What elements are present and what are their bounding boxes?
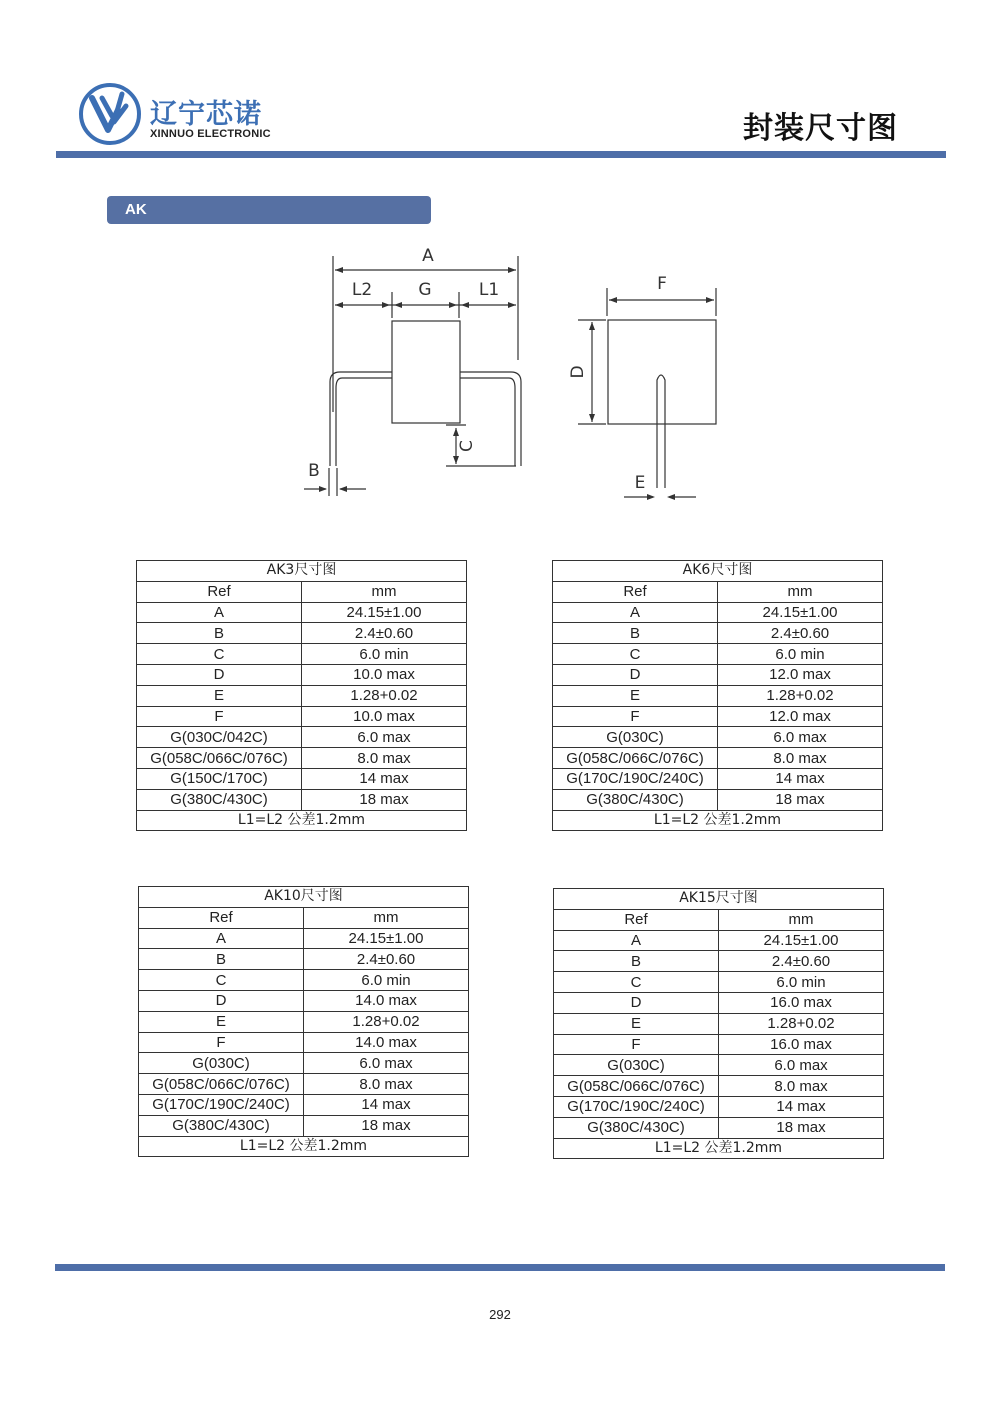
spec-table-ak10 [138, 886, 469, 1157]
table-note: L1=L2 公差1.2mm [139, 1136, 469, 1157]
value-cell: 16.0 max [719, 1034, 884, 1055]
spec-table-ak3 [136, 560, 467, 831]
table-row [139, 1032, 469, 1053]
table-row [137, 644, 467, 665]
column-header-mm: mm [719, 909, 884, 930]
ref-cell: A [553, 602, 718, 623]
column-header-mm: mm [718, 581, 883, 602]
ref-cell: G(030C) [553, 727, 718, 748]
table-row [554, 951, 884, 972]
page-title: 封装尺寸图 [743, 111, 898, 146]
table-note: L1=L2 公差1.2mm [137, 810, 467, 831]
table-row [139, 1094, 469, 1115]
table-row [137, 768, 467, 789]
table-row [139, 1115, 469, 1136]
value-cell: 1.28+0.02 [718, 685, 883, 706]
value-cell: 2.4±0.60 [718, 623, 883, 644]
table-row [137, 789, 467, 810]
value-cell: 18 max [304, 1115, 469, 1136]
ref-cell: C [137, 644, 302, 665]
table-row [137, 727, 467, 748]
value-cell: 1.28+0.02 [304, 1011, 469, 1032]
package-dimension-drawing [296, 238, 736, 510]
spec-table-ak6 [552, 560, 883, 831]
ref-cell: G(380C/430C) [139, 1115, 304, 1136]
table-note: L1=L2 公差1.2mm [553, 810, 883, 831]
value-cell: 24.15±1.00 [302, 602, 467, 623]
table-row [553, 623, 883, 644]
value-cell: 6.0 max [304, 1053, 469, 1074]
brand-name-en: XINNUO ELECTRONIC [150, 128, 271, 140]
value-cell: 14.0 max [304, 990, 469, 1011]
table-row [139, 928, 469, 949]
value-cell: 6.0 min [719, 972, 884, 993]
value-cell: 12.0 max [718, 706, 883, 727]
brand-name-cn: 辽宁芯诺 [150, 99, 262, 130]
ref-cell: C [553, 644, 718, 665]
ref-cell: D [554, 992, 719, 1013]
value-cell: 10.0 max [302, 706, 467, 727]
table-row [139, 990, 469, 1011]
ref-cell: G(170C/190C/240C) [139, 1094, 304, 1115]
table-row [137, 664, 467, 685]
table-row [137, 748, 467, 769]
value-cell: 2.4±0.60 [304, 949, 469, 970]
column-header-mm: mm [302, 581, 467, 602]
value-cell: 2.4±0.60 [302, 623, 467, 644]
table-title: AK6尺寸图 [553, 561, 883, 582]
ref-cell: F [554, 1034, 719, 1055]
dim-label-b: B [308, 461, 320, 481]
ref-cell: E [137, 685, 302, 706]
table-row [553, 644, 883, 665]
value-cell: 18 max [719, 1117, 884, 1138]
table-row [553, 706, 883, 727]
column-header-ref: Ref [554, 909, 719, 930]
ref-cell: E [139, 1011, 304, 1032]
value-cell: 10.0 max [302, 664, 467, 685]
table-row [139, 970, 469, 991]
dim-label-a: A [422, 246, 434, 266]
dim-label-l2: L2 [351, 280, 373, 300]
ref-cell: G(150C/170C) [137, 768, 302, 789]
value-cell: 2.4±0.60 [719, 951, 884, 972]
dim-label-f: F [657, 274, 667, 294]
value-cell: 8.0 max [719, 1076, 884, 1097]
table-row [554, 992, 884, 1013]
dim-label-g: G [418, 280, 432, 300]
ref-cell: G(058C/066C/076C) [137, 748, 302, 769]
ref-cell: G(170C/190C/240C) [554, 1096, 719, 1117]
ref-cell: A [139, 928, 304, 949]
table-title: AK10尺寸图 [139, 887, 469, 908]
value-cell: 12.0 max [718, 664, 883, 685]
table-row [553, 685, 883, 706]
value-cell: 1.28+0.02 [302, 685, 467, 706]
column-header-ref: Ref [553, 581, 718, 602]
ref-cell: F [137, 706, 302, 727]
dim-label-c: C [457, 440, 477, 452]
footer-divider [55, 1264, 945, 1271]
value-cell: 6.0 min [302, 644, 467, 665]
table-row [554, 1096, 884, 1117]
ref-cell: B [553, 623, 718, 644]
ref-cell: D [553, 664, 718, 685]
spec-table-ak15 [553, 888, 884, 1159]
table-row [553, 789, 883, 810]
ref-cell: F [553, 706, 718, 727]
value-cell: 14 max [304, 1094, 469, 1115]
dim-label-e: E [634, 473, 646, 493]
section-tag: AK [107, 196, 431, 224]
ref-cell: A [554, 930, 719, 951]
ref-cell: G(058C/066C/076C) [553, 748, 718, 769]
dim-label-d: D [568, 365, 588, 379]
ref-cell: D [137, 664, 302, 685]
table-row [554, 1117, 884, 1138]
column-header-ref: Ref [139, 907, 304, 928]
ref-cell: G(030C/042C) [137, 727, 302, 748]
table-note: L1=L2 公差1.2mm [554, 1138, 884, 1159]
value-cell: 8.0 max [718, 748, 883, 769]
column-header-ref: Ref [137, 581, 302, 602]
value-cell: 8.0 max [304, 1074, 469, 1095]
table-row [554, 1076, 884, 1097]
ref-cell: B [137, 623, 302, 644]
ref-cell: G(380C/430C) [554, 1117, 719, 1138]
table-row [553, 664, 883, 685]
ref-cell: F [139, 1032, 304, 1053]
ref-cell: E [553, 685, 718, 706]
value-cell: 24.15±1.00 [719, 930, 884, 951]
table-row [139, 1053, 469, 1074]
ref-cell: G(030C) [139, 1053, 304, 1074]
table-row [554, 1055, 884, 1076]
ref-cell: G(030C) [554, 1055, 719, 1076]
value-cell: 14 max [718, 768, 883, 789]
table-row [139, 1011, 469, 1032]
value-cell: 14 max [719, 1096, 884, 1117]
table-title: AK15尺寸图 [554, 889, 884, 910]
ref-cell: C [554, 972, 719, 993]
value-cell: 24.15±1.00 [718, 602, 883, 623]
table-row [137, 602, 467, 623]
dim-label-l1: L1 [478, 280, 500, 300]
table-row [137, 623, 467, 644]
ref-cell: G(058C/066C/076C) [554, 1076, 719, 1097]
value-cell: 6.0 min [304, 970, 469, 991]
table-row [554, 1034, 884, 1055]
column-header-mm: mm [304, 907, 469, 928]
value-cell: 1.28+0.02 [719, 1013, 884, 1034]
ref-cell: G(380C/430C) [553, 789, 718, 810]
value-cell: 18 max [302, 789, 467, 810]
table-row [553, 768, 883, 789]
value-cell: 18 max [718, 789, 883, 810]
company-logo-icon [78, 82, 142, 146]
table-row [554, 930, 884, 951]
ref-cell: G(380C/430C) [137, 789, 302, 810]
value-cell: 24.15±1.00 [304, 928, 469, 949]
table-row [137, 685, 467, 706]
table-row [553, 748, 883, 769]
ref-cell: B [554, 951, 719, 972]
value-cell: 6.0 max [718, 727, 883, 748]
table-row [553, 727, 883, 748]
value-cell: 14 max [302, 768, 467, 789]
value-cell: 6.0 max [719, 1055, 884, 1076]
table-row [139, 949, 469, 970]
table-row [554, 972, 884, 993]
value-cell: 6.0 max [302, 727, 467, 748]
value-cell: 14.0 max [304, 1032, 469, 1053]
table-row [137, 706, 467, 727]
header-divider [56, 151, 946, 158]
ref-cell: B [139, 949, 304, 970]
table-row [553, 602, 883, 623]
ref-cell: D [139, 990, 304, 1011]
table-title: AK3尺寸图 [137, 561, 467, 582]
value-cell: 6.0 min [718, 644, 883, 665]
page-number: 292 [489, 1307, 511, 1322]
table-row [554, 1013, 884, 1034]
ref-cell: A [137, 602, 302, 623]
table-row [139, 1074, 469, 1095]
value-cell: 16.0 max [719, 992, 884, 1013]
ref-cell: C [139, 970, 304, 991]
ref-cell: E [554, 1013, 719, 1034]
ref-cell: G(170C/190C/240C) [553, 768, 718, 789]
ref-cell: G(058C/066C/076C) [139, 1074, 304, 1095]
value-cell: 8.0 max [302, 748, 467, 769]
